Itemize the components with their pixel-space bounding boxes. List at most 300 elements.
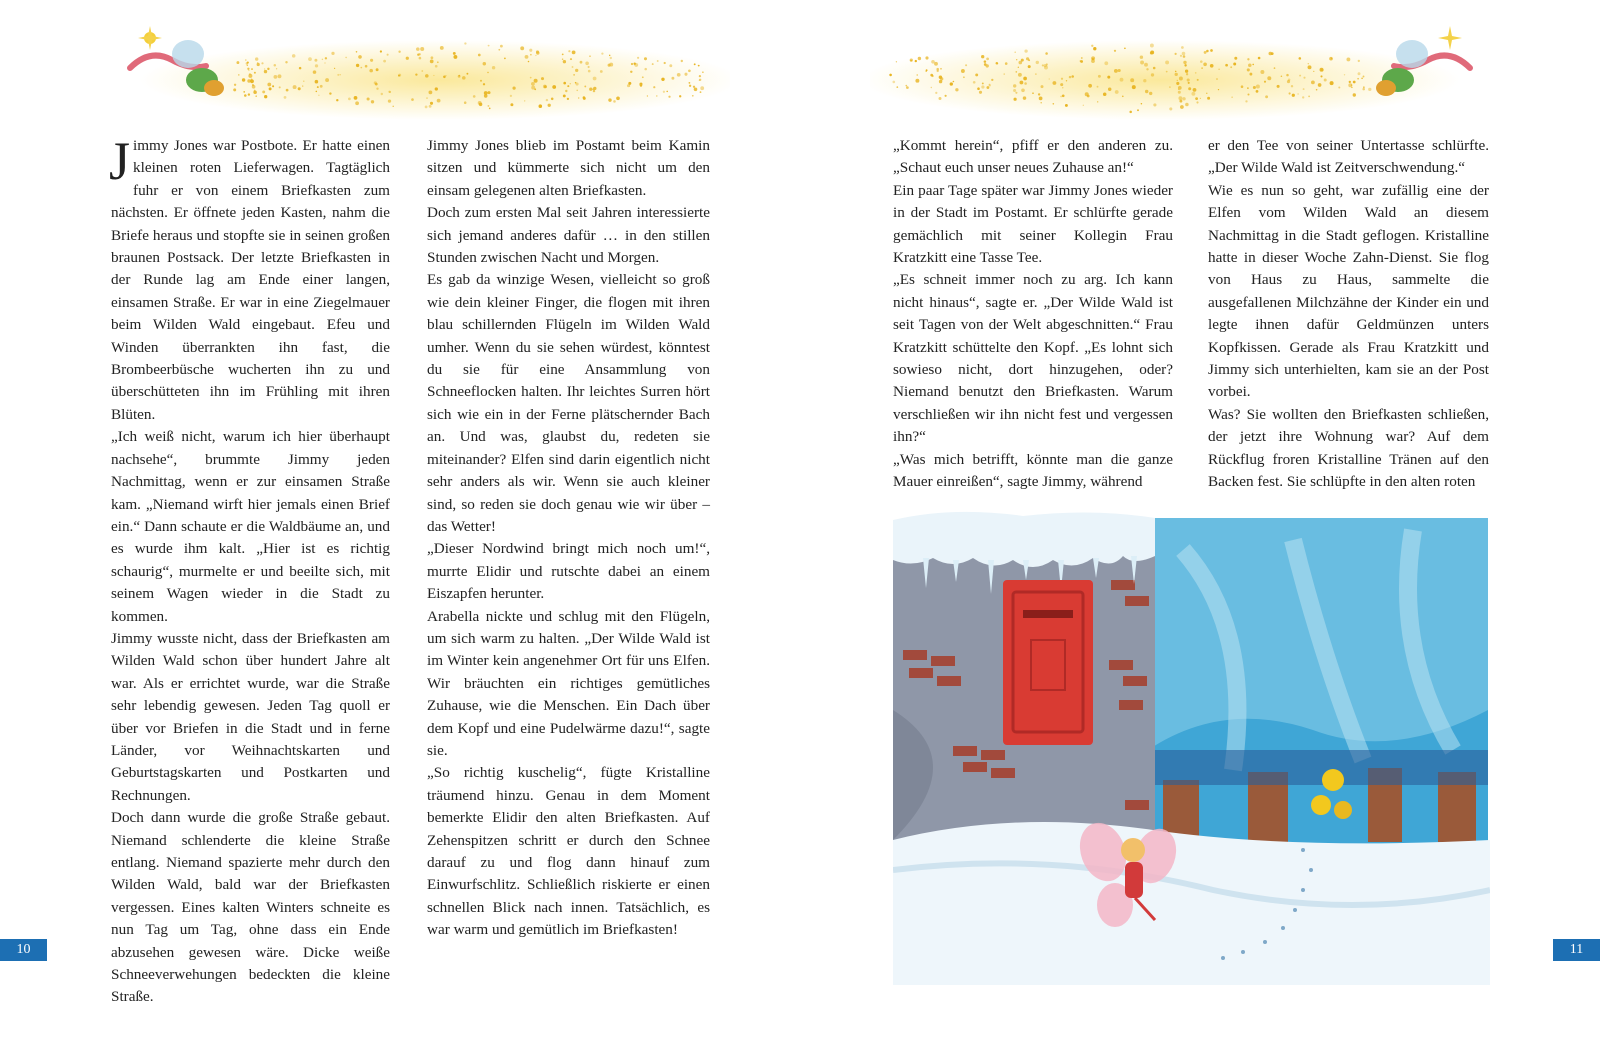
- sparkle-dot: [1188, 87, 1191, 90]
- sparkle-dot: [961, 69, 965, 73]
- sparkle-dot: [578, 97, 579, 98]
- sparkle-dot: [572, 51, 576, 55]
- sparkle-dot: [360, 67, 362, 69]
- sparkle-dot: [681, 60, 683, 62]
- sparkle-dot: [278, 74, 282, 78]
- sparkle-dot: [466, 73, 468, 75]
- sparkle-dot: [661, 78, 664, 81]
- sparkle-dot: [567, 85, 569, 87]
- sparkle-dot: [940, 68, 942, 70]
- sparkle-dot: [510, 95, 512, 97]
- sparkle-dot: [1180, 55, 1182, 57]
- sparkle-dot: [1166, 71, 1168, 73]
- sparkle-dot: [1097, 86, 1099, 88]
- sparkle-dot: [1175, 71, 1177, 73]
- sparkle-dot: [585, 62, 589, 66]
- sparkle-dot: [1358, 60, 1360, 62]
- sparkle-dot: [1091, 45, 1093, 47]
- sparkle-dot: [1053, 103, 1055, 105]
- sparkle-dot: [1042, 64, 1044, 66]
- sparkle-dot: [425, 106, 428, 109]
- sparkle-dot: [668, 96, 670, 98]
- sparkle-dot: [354, 96, 358, 100]
- sparkle-dot: [663, 91, 665, 93]
- sparkle-dot: [1183, 61, 1186, 64]
- sparkle-dot: [965, 64, 967, 66]
- sparkle-dot: [483, 83, 485, 85]
- sparkle-dot: [1320, 68, 1324, 72]
- sparkle-dot: [1045, 52, 1048, 55]
- sparkle-dot: [1204, 51, 1207, 54]
- sparkle-dot: [609, 63, 613, 67]
- sparkle-dot: [1234, 57, 1237, 60]
- sparkle-dot: [1252, 64, 1254, 66]
- sparkle-dot: [939, 80, 942, 83]
- paragraph: Ein paar Tage später war Jimmy Jones wieder in der Stadt im Postamt. Er schlürfte gerade gemächlich mit seiner Kollegin Frau Kratzkitt eine Tasse Tee.: [893, 181, 1173, 267]
- paragraph: Jimmy Jones war Postbote. Er hatte einen kleinen roten Lieferwagen. Tagtäglich fuhr er von einem Briefkasten zum nächsten. Er öffnete jeden Kasten, nahm die Briefe heraus und stopfte sie in seinen großen braunen Postsack. Der letzte Briefkasten in der Runde lag am Ende einer langen, einsamen Straße. Er war in eine Ziegelmauer beim Wilden Wald eingebaut. Efeu und Winden überrankten ihn fast, die Brombeerbüsche wucherten ihn zu und überschütteten ihn im Frühling mit ihren Blüten.: [109, 131, 390, 423]
- sparkle-dot: [355, 101, 359, 105]
- sparkle-dot: [1118, 69, 1121, 72]
- sparkle-dot: [340, 74, 341, 75]
- sparkle-dot: [415, 73, 417, 75]
- sparkle-dot: [1241, 85, 1244, 88]
- sparkle-dot: [575, 69, 578, 72]
- sparkle-dot: [1179, 100, 1182, 103]
- sparkle-dot: [247, 62, 249, 64]
- sparkle-dot: [1021, 88, 1025, 92]
- sparkle-dot: [238, 74, 240, 76]
- sparkle-dot: [1140, 61, 1144, 65]
- sparkle-dot: [1024, 49, 1027, 52]
- sparkle-dot: [925, 70, 926, 71]
- sparkle-dot: [426, 97, 427, 98]
- sparkle-dot: [1149, 92, 1152, 95]
- left-page-column-1: [109, 131, 390, 1009]
- sparkle-dot: [656, 95, 657, 96]
- sparkle-dot: [478, 54, 481, 57]
- sparkle-dot: [1182, 52, 1186, 56]
- sparkle-dot: [1049, 78, 1050, 79]
- left-page-column-2: [427, 135, 710, 942]
- sparkle-dot: [504, 58, 506, 60]
- sparkle-dot: [989, 84, 991, 86]
- sparkle-dot: [1277, 85, 1280, 88]
- sparkle-dot: [369, 69, 373, 73]
- sparkle-dot: [562, 58, 563, 59]
- sparkle-dot: [358, 55, 362, 59]
- sparkle-dot: [1338, 86, 1340, 88]
- sparkle-dot: [387, 54, 389, 56]
- sparkle-dot: [524, 100, 525, 101]
- sparkle-dot: [247, 65, 248, 66]
- sparkle-dot: [1308, 65, 1312, 69]
- sparkle-dot: [1231, 97, 1232, 98]
- sparkle-dot: [247, 68, 249, 70]
- sparkle-dot: [500, 45, 503, 48]
- paragraph: Doch dann wurde die große Straße gebaut. Niemand schlenderte die kleine Straße entlang. Niemand spazierte mehr durch den Wilden Wald, bald war der Briefkasten vergessen. Eines kalten Winters schneite es nun Tag um Tag, ohne dass ein Ende abzusehen gewesen wäre. Dicke weiße Schneeverwehungen bedeckten die kleine Straße.: [111, 809, 390, 1006]
- sparkle-dot: [1151, 73, 1154, 76]
- sparkle-dot: [1146, 68, 1148, 70]
- sparkle-dot: [286, 89, 289, 92]
- sparkle-dot: [1165, 60, 1169, 64]
- sparkle-dot: [1247, 68, 1250, 71]
- sparkle-dot: [1083, 105, 1084, 106]
- sparkle-dot: [322, 59, 323, 60]
- sparkle-dot: [1256, 90, 1259, 93]
- sparkle-dot: [1265, 95, 1268, 98]
- sparkle-dot: [934, 62, 938, 66]
- sparkle-trail-right: [870, 8, 1490, 133]
- sparkle-dot: [534, 79, 538, 83]
- sparkle-dot: [1178, 96, 1182, 100]
- sparkle-dot: [950, 82, 953, 85]
- sparkle-dot: [1175, 73, 1178, 76]
- sparkle-dot: [525, 55, 529, 59]
- sparkle-dot: [370, 59, 373, 62]
- sparkle-dot: [371, 100, 374, 103]
- sparkle-dot: [1368, 88, 1371, 91]
- sparkle-dot: [644, 68, 647, 71]
- sparkle-dot: [1245, 100, 1247, 102]
- sparkle-dot: [1206, 50, 1209, 53]
- sparkle-dot: [1349, 81, 1351, 83]
- sparkle-dot: [285, 61, 287, 63]
- sparkle-dot: [1248, 63, 1252, 66]
- sparkle-dot: [440, 46, 444, 50]
- sparkle-dot: [1176, 82, 1179, 85]
- sparkle-dot: [274, 64, 277, 67]
- sparkle-dot: [430, 102, 433, 105]
- sparkle-dot: [1093, 47, 1096, 50]
- paragraph: Doch zum ersten Mal seit Jahren interessierte sich jemand anderes dafür … in den stillen Stunden zwischen Nacht und Morgen.: [427, 204, 710, 267]
- sparkle-dot: [937, 70, 939, 72]
- sparkle-dot: [986, 58, 989, 61]
- sparkle-dot: [925, 56, 928, 59]
- sparkle-dot: [406, 57, 409, 60]
- sparkle-dot: [1071, 75, 1074, 78]
- sparkle-dot: [298, 87, 301, 90]
- sparkle-dot: [613, 100, 616, 103]
- sparkle-dot: [1120, 78, 1124, 82]
- sparkle-dot: [1018, 73, 1022, 77]
- sparkle-dot: [568, 50, 570, 52]
- sparkle-dot: [935, 92, 937, 94]
- sparkle-dot: [1274, 67, 1276, 69]
- sparkle-dot: [453, 55, 457, 59]
- sparkle-dot: [302, 85, 303, 86]
- sparkle-dot: [1028, 65, 1031, 68]
- sparkle-dot: [631, 63, 633, 65]
- winter-postbox-illustration: [893, 510, 1490, 985]
- sparkle-dot: [1041, 85, 1044, 88]
- sparkle-dot: [1218, 68, 1220, 70]
- sparkle-dot: [692, 95, 694, 97]
- sparkle-dot: [316, 91, 318, 93]
- sparkle-dot: [484, 94, 488, 98]
- sparkle-dot: [1150, 44, 1154, 48]
- paragraph: „Kommt herein“, pfiff er den anderen zu. „Schaut euch unser neues Zuhause an!“: [893, 137, 1173, 177]
- sparkle-dot: [1281, 76, 1283, 78]
- sparkle-dot: [576, 82, 579, 85]
- sparkle-dot: [425, 74, 429, 78]
- sparkle-dot: [1028, 59, 1030, 61]
- sparkle-dot: [365, 65, 368, 68]
- sparkle-dot: [1233, 63, 1236, 66]
- sparkle-dot: [548, 104, 551, 107]
- sparkle-dot: [337, 74, 339, 76]
- sparkle-dot: [1311, 80, 1315, 84]
- sparkle-dot: [541, 77, 544, 80]
- sparkle-dot: [325, 57, 327, 59]
- sparkle-dot: [1299, 57, 1302, 60]
- sparkle-dot: [1024, 82, 1027, 85]
- sparkle-dot: [1260, 70, 1264, 74]
- sparkle-dot: [487, 105, 489, 107]
- sparkle-dot: [1286, 74, 1289, 77]
- sparkle-dot: [1104, 61, 1108, 65]
- paragraph: „Dieser Nordwind bringt mich noch um!“, murrte Elidir und rutschte dabei an einem Eiszapfen herunter.: [427, 540, 710, 603]
- sparkle-dot: [269, 87, 272, 90]
- sparkle-dot: [698, 65, 700, 67]
- sparkle-dot: [700, 86, 704, 90]
- paragraph: „Es schneit immer noch zu arg. Ich kann nicht hinaus“, sagte er. „Der Wilde Wald ist seit Tagen von der Welt abgeschnitten.“ Frau Kratzkitt schüttelte den Kopf. „Es lohnt sich sowieso nicht, dort hinzugehen, oder? Niemand benutzt den Briefkasten. Warum verschließen wir ihn nicht fest und vergessen ihn?“: [893, 271, 1173, 446]
- sparkle-dot: [334, 68, 335, 69]
- sparkle-dot: [688, 69, 691, 72]
- sparkle-dot: [1249, 73, 1252, 76]
- sparkle-dot: [982, 82, 984, 84]
- sparkle-dot: [1303, 88, 1305, 90]
- paragraph: Jimmy Jones blieb im Postamt beim Kamin sitzen und kümmerte sich nicht um den einsam gelegenen alten Briefkasten.: [427, 137, 710, 199]
- sparkle-dot: [1020, 81, 1024, 85]
- sparkle-dot: [1247, 58, 1249, 60]
- sparkle-dot: [376, 68, 379, 71]
- sparkle-dot: [430, 60, 434, 64]
- sparkle-dot: [1230, 66, 1232, 68]
- sparkle-dot: [531, 86, 535, 90]
- sparkle-dot: [313, 70, 317, 74]
- sparkle-dot: [1187, 78, 1190, 81]
- sparkle-dot: [248, 74, 252, 78]
- paragraph: Was? Sie wollten den Briefkasten schließen, der jetzt ihre Wohnung war? Auf dem Rückflug froren Kristalline Tränen auf den Backen fest. Sie schlüpfte in den alten roten: [1208, 405, 1489, 491]
- sparkle-dot: [1140, 55, 1143, 58]
- sparkle-dot: [1080, 60, 1082, 62]
- sparkle-dot: [1358, 72, 1361, 75]
- sparkle-dot: [1023, 96, 1026, 99]
- sparkle-dot: [1179, 77, 1183, 81]
- sparkle-dot: [609, 55, 610, 56]
- sparkle-dot: [388, 99, 391, 102]
- sparkle-dot: [986, 86, 989, 89]
- sparkle-dot: [1141, 103, 1142, 104]
- sparkle-dot: [1289, 92, 1291, 94]
- sparkle-dot: [320, 85, 323, 88]
- sparkle-dot: [996, 62, 999, 65]
- sparkle-dot: [315, 80, 319, 84]
- sparkle-dot: [510, 103, 513, 106]
- sparkle-dot: [1297, 93, 1298, 94]
- sparkle-dot: [236, 61, 239, 64]
- sparkle-dot: [1098, 75, 1101, 78]
- sparkle-dot: [374, 81, 377, 84]
- sparkle-dot: [1197, 79, 1199, 81]
- sparkle-dot: [299, 67, 302, 70]
- sparkle-dot: [318, 95, 319, 96]
- sparkle-dot: [536, 50, 539, 53]
- sparkle-dot: [284, 96, 287, 99]
- sparkle-dot: [671, 77, 674, 80]
- sparkle-dot: [489, 108, 491, 110]
- sparkle-dot: [896, 86, 898, 88]
- sparkle-dot: [233, 88, 236, 91]
- sparkle-dot: [243, 91, 245, 93]
- sparkle-dot: [1269, 52, 1273, 56]
- sparkle-dot: [1115, 90, 1119, 94]
- sparkle-dot: [261, 62, 263, 64]
- sparkle-dot: [417, 54, 419, 56]
- sparkle-dot: [552, 85, 556, 89]
- sparkle-dot: [528, 61, 530, 63]
- sparkle-dot: [264, 95, 267, 98]
- sparkle-dot: [345, 57, 346, 58]
- sparkle-dot: [1195, 97, 1198, 100]
- sparkle-dot: [317, 86, 319, 88]
- sparkle-dot: [1065, 104, 1068, 107]
- sparkle-dot: [376, 88, 378, 90]
- sparkle-dot: [255, 57, 258, 60]
- sparkle-dot: [953, 81, 955, 83]
- sparkle-dot: [250, 79, 254, 83]
- sparkle-dot: [915, 79, 919, 83]
- sparkle-dot: [589, 88, 592, 91]
- sparkle-dot: [1014, 51, 1016, 53]
- sparkle-dot: [1267, 76, 1271, 80]
- sparkle-dot: [1256, 85, 1260, 89]
- sparkle-dot: [421, 70, 423, 72]
- sparkle-dot: [633, 62, 635, 64]
- sparkle-dot: [1062, 87, 1063, 88]
- sparkle-dot: [677, 73, 681, 77]
- sparkle-dot: [546, 99, 548, 101]
- sparkle-dot: [1013, 98, 1016, 101]
- sparkle-dot: [689, 85, 691, 87]
- sparkle-dot: [498, 49, 500, 51]
- sparkle-dot: [915, 60, 917, 62]
- sparkle-dot: [601, 52, 603, 54]
- sparkle-dot: [593, 77, 597, 81]
- sparkle-dot: [567, 98, 569, 100]
- sparkle-dot: [576, 90, 577, 91]
- sparkle-dot: [610, 57, 612, 59]
- sparkle-dot: [1247, 87, 1249, 89]
- sparkle-dot: [380, 50, 382, 52]
- sparkle-dot: [1361, 77, 1363, 79]
- sparkle-dot: [1353, 93, 1356, 96]
- paragraph: Jimmy wusste nicht, dass der Briefkasten am Wilden Wald schon über hundert Jahre alt war. Als er errichtet wurde, war die Straße sehr lebendig gewesen. Jeden Tag quoll er über vor Briefen in die Stadt und in ferne Länder, vor Weihnachtskarten und Geburtstagskarten und Postkarten und Rechnungen.: [111, 629, 390, 804]
- sparkle-dot: [252, 85, 256, 89]
- sparkle-dot: [1210, 64, 1214, 68]
- sparkle-dot: [520, 46, 524, 50]
- sparkle-dot: [381, 93, 383, 95]
- sparkle-dot: [388, 91, 390, 93]
- sparkle-dot: [892, 81, 895, 84]
- sparkle-dot: [531, 82, 535, 86]
- sparkle-dot: [592, 88, 594, 90]
- sparkle-dot: [1210, 49, 1213, 52]
- sparkle-dot: [600, 70, 603, 73]
- sparkle-dot: [1069, 76, 1071, 78]
- paragraph: Arabella nickte und schlug mit den Flügeln, um sich warm zu halten. „Der Wilde Wald ist im Winter kein angenehmer Ort für uns Elfen. Wir bräuchten ein richtiges gemütliches Zuhause, wie die Menschen. Ein Dach über dem Kopf und eine Pudelwärme dazu!“, sagte sie.: [427, 607, 710, 759]
- sparkle-dot: [905, 85, 907, 87]
- sparkle-dot: [1107, 76, 1110, 79]
- sparkle-dot: [562, 53, 564, 55]
- sparkle-dot: [464, 42, 466, 44]
- sparkle-dot: [1200, 98, 1201, 99]
- sparkle-dot: [652, 63, 654, 65]
- sparkle-dot: [1177, 80, 1178, 81]
- sparkle-dot: [1308, 96, 1310, 98]
- sparkle-dot: [398, 51, 400, 53]
- sparkle-dot: [918, 57, 921, 60]
- sparkle-dot: [570, 83, 571, 84]
- sparkle-dot: [1114, 69, 1118, 73]
- sparkle-dot: [314, 59, 317, 62]
- page-number-left: 10: [0, 939, 47, 961]
- sparkle-dot: [1016, 59, 1017, 60]
- sparkle-dot: [479, 103, 482, 106]
- sparkle-dot: [1185, 70, 1188, 73]
- sparkle-dot: [1013, 84, 1016, 87]
- sparkle-dot: [1207, 97, 1210, 100]
- sparkle-dot: [1346, 57, 1350, 61]
- sparkle-dot: [1015, 92, 1017, 94]
- sparkle-dot: [584, 85, 586, 87]
- sparkle-dot: [458, 75, 460, 77]
- sparkle-dot: [1299, 75, 1301, 77]
- sparkle-dot: [1129, 111, 1132, 114]
- sparkle-dot: [1081, 57, 1083, 59]
- sparkle-dot: [437, 99, 441, 103]
- sparkle-dot: [1150, 51, 1153, 54]
- sparkle-dot: [1344, 74, 1345, 75]
- sparkle-dot: [1200, 60, 1203, 63]
- sparkle-dot: [539, 104, 543, 108]
- sparkle-dot: [1169, 86, 1171, 88]
- sparkle-dot: [1206, 93, 1207, 94]
- sparkle-dot: [1144, 63, 1148, 67]
- sparkle-dot: [684, 73, 687, 76]
- sparkle-dot: [669, 64, 672, 67]
- sparkle-dot: [480, 80, 482, 82]
- sparkle-dot: [267, 83, 271, 87]
- sparkle-dot: [248, 70, 249, 71]
- sparkle-dot: [702, 71, 704, 73]
- sparkle-dot: [473, 95, 476, 98]
- sparkle-dot: [1183, 55, 1186, 58]
- sparkle-dot: [431, 56, 434, 59]
- paragraph: er den Tee von seiner Untertasse schlürfte. „Der Wilde Wald ist Zeitverschwendung.“: [1208, 137, 1489, 177]
- sparkle-dot: [487, 72, 488, 73]
- sparkle-dot: [917, 74, 918, 75]
- sparkle-dot: [647, 95, 648, 96]
- sparkle-dot: [1178, 86, 1182, 90]
- sparkle-dot: [276, 68, 277, 69]
- sparkle-dot: [563, 60, 566, 63]
- sparkle-dot: [700, 91, 702, 93]
- sparkle-dot: [483, 62, 486, 65]
- sparkle-dot: [274, 75, 278, 79]
- sparkle-dot: [1324, 79, 1327, 82]
- sparkle-dot: [1193, 88, 1197, 92]
